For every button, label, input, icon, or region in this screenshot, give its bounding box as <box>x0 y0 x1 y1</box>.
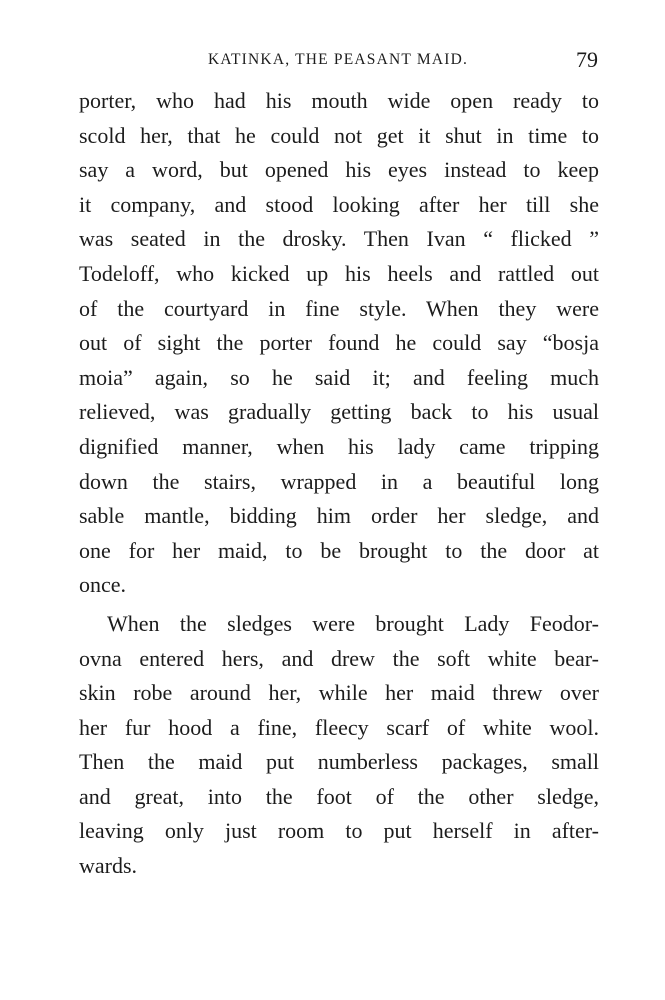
text-line: When the sledges were brought Lady Feodor- <box>107 610 599 636</box>
text-line: moia” again, so he said it; and feeling much <box>79 364 599 390</box>
body-text <box>79 84 599 884</box>
running-title: KATINKA, THE PEASANT MAID. <box>207 51 469 68</box>
text-line: was seated in the drosky. Then Ivan “ flicked ” <box>79 226 599 252</box>
text-line: scold her, that he could not get it shut in time to <box>79 122 599 148</box>
paragraph-2 <box>79 607 599 884</box>
running-head <box>78 47 598 75</box>
text-line: porter, who had his mouth wide open ready to <box>79 88 599 113</box>
text-line: out of sight the porter found he could say “bosja <box>79 330 599 356</box>
text-line: one for her maid, to be brought to the door at <box>79 537 599 563</box>
text-line: skin robe around her, while her maid threw over <box>79 680 599 706</box>
text-line: say a word, but opened his eyes instead to keep <box>79 157 599 183</box>
text-line: relieved, was gradually getting back to his usual <box>79 399 599 425</box>
text-line: her fur hood a fine, fleecy scarf of white wool. <box>79 714 599 740</box>
text-line: of the courtyard in fine style. When they were <box>79 295 599 321</box>
text-line: ovna entered hers, and drew the soft white bear- <box>79 645 599 671</box>
paragraph-1 <box>79 84 599 603</box>
text-line: dignified manner, when his lady came tripping <box>79 433 599 459</box>
text-line: Then the maid put numberless packages, small <box>79 749 599 775</box>
text-line: wards. <box>79 853 138 879</box>
text-line: sable mantle, bidding him order her sledge, and <box>79 503 599 529</box>
text-line: it company, and stood looking after her till she <box>79 191 599 217</box>
text-line: down the stairs, wrapped in a beautiful long <box>79 468 599 494</box>
text-line: and great, into the foot of the other sledge, <box>79 783 599 809</box>
text-line: once. <box>79 572 127 598</box>
text-line: leaving only just room to put herself in after- <box>79 818 599 844</box>
page-number: 79 <box>576 47 598 72</box>
text-line: Todeloff, who kicked up his heels and rattled out <box>79 260 599 286</box>
